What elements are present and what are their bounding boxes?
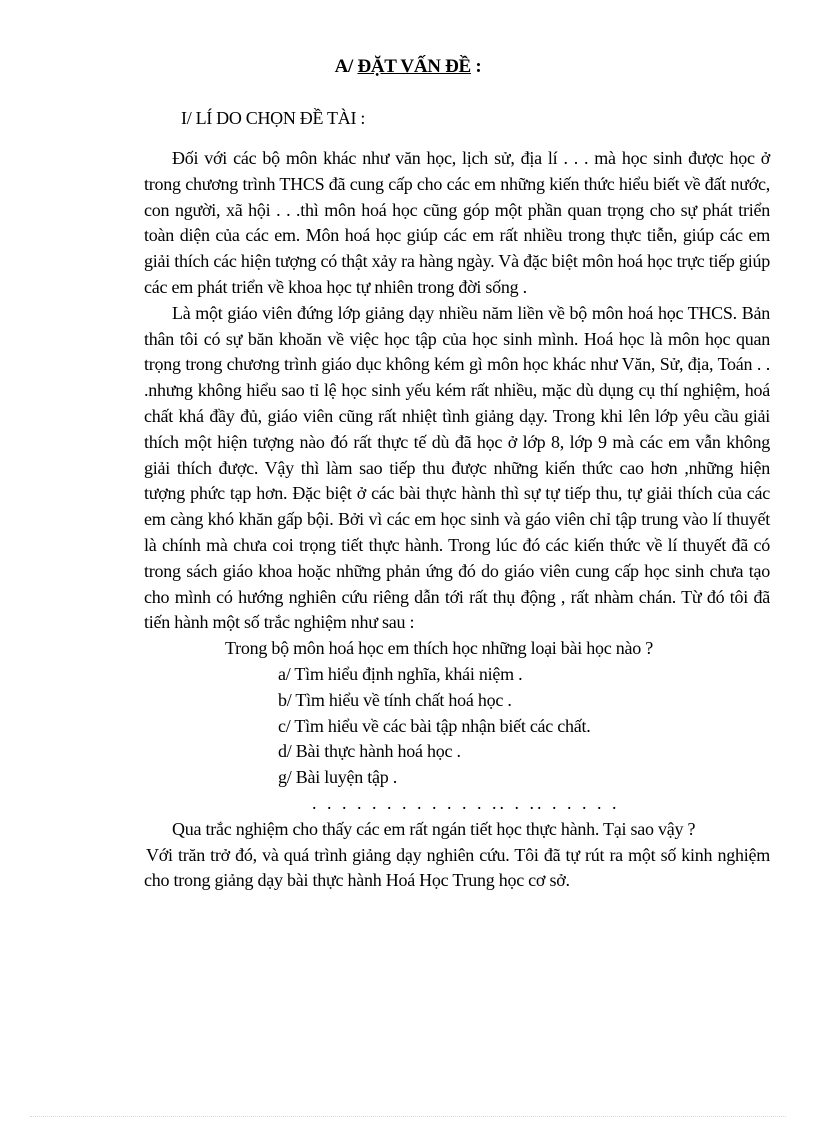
survey-option-b: b/ Tìm hiểu về tính chất hoá học . <box>278 689 512 710</box>
paragraph-conclusion: Với trăn trở đó, và quá trình giảng dạy nghiên cứu. Tôi đã tự rút ra một số kinh nghiệm cho trong giảng dạy bài thực hành Hoá Học Trung học cơ sở. <box>144 844 770 891</box>
survey-option-g: g/ Bài luyện tập . <box>278 767 397 788</box>
ellipsis-line: . . . . . . . . . . . . .. . .. . . . . . <box>312 792 620 813</box>
survey-options <box>144 662 770 791</box>
survey-option-a: a/ Tìm hiểu định nghĩa, khái niệm . <box>278 663 523 684</box>
page-bottom-divider <box>30 1116 786 1117</box>
survey-option-d: d/ Bài thực hành hoá học . <box>278 741 461 762</box>
paragraph-intro: Đối với các bộ môn khác như văn học, lịch sử, địa lí . . . mà học sinh được học ở trong chương trình THCS đã cung cấp cho các em những kiến thức hiểu biết về đất nước, con người, xã hội . . .thì môn hoá học cũng góp một phần quan trọng cho sự phát triển toàn diện của các em. Môn hoá học giúp các em rất nhiều trong thực tiễn, giúp các em giải thích các hiện tượng có thật xảy ra hàng ngày. Và đặc biệt môn hoá học trực tiếp giúp các em phát triển về khoa học tự nhiên trong đời sống . <box>144 148 770 297</box>
subsection-heading: I/ LÍ DO CHỌN ĐỀ TÀI : <box>181 108 366 128</box>
survey-question: Trong bộ môn hoá học em thích học những loại bài học nào ? <box>225 638 654 659</box>
paragraph-result: Qua trắc nghiệm cho thấy các em rất ngán tiết học thực hành. Tại sao vậy ? <box>172 818 696 839</box>
heading-title: ĐẶT VẤN ĐỀ <box>357 56 471 77</box>
survey-option-c: c/ Tìm hiểu về các bài tập nhận biết các chất. <box>278 715 591 736</box>
heading-suffix: : <box>470 56 482 77</box>
paragraph-reason: Là một giáo viên đứng lớp giảng dạy nhiều năm liền về bộ môn hoá học THCS. Bản thân tôi có sự băn khoăn về việc học tập của học sinh mình. Hoá học là môn học quan trọng trong chương trình giáo dục không kém gì môn học khác như Văn, Sử, địa, Toán . . .nhưng không hiểu sao tỉ lệ học sinh yếu kém rất nhiều, mặc dù dụng cụ thí nghiệm, hoá chất khá đầy đủ, giáo viên cũng rất nhiệt tình giảng dạy. Trong khi lên lớp yêu cầu giải thích một hiện tượng nào đó rất thực tế dù đã học ở lớp 8, lớp 9 mà các em vẫn không giải thích được. Vậy thì làm sao tiếp thu được những kiến thức cao hơn ,những hiện tượng phức tạp hơn. Đặc biệt ở các bài thực hành thì sự tự tiếp thu, tự giải thích của các em càng khó khăn gấp bội. Bởi vì các em học sinh và gáo viên chỉ tập trung vào lí thuyết là chính mà chưa coi trọng tiết thực hành. Trong lúc đó các kiến thức về lí thuyết đã có trong sách giáo khoa hoặc những phản ứng đó do giáo viên cung cấp học sinh chưa tạo cho mình có hướng nghiên cứu riêng dẫn tới rất thụ động , rất nhàm chán. Từ đó tôi đã tiến hành một số trắc nghiệm như sau : <box>144 302 770 633</box>
section-heading <box>0 56 816 78</box>
document-body <box>144 146 770 894</box>
heading-prefix: A/ <box>334 56 358 77</box>
